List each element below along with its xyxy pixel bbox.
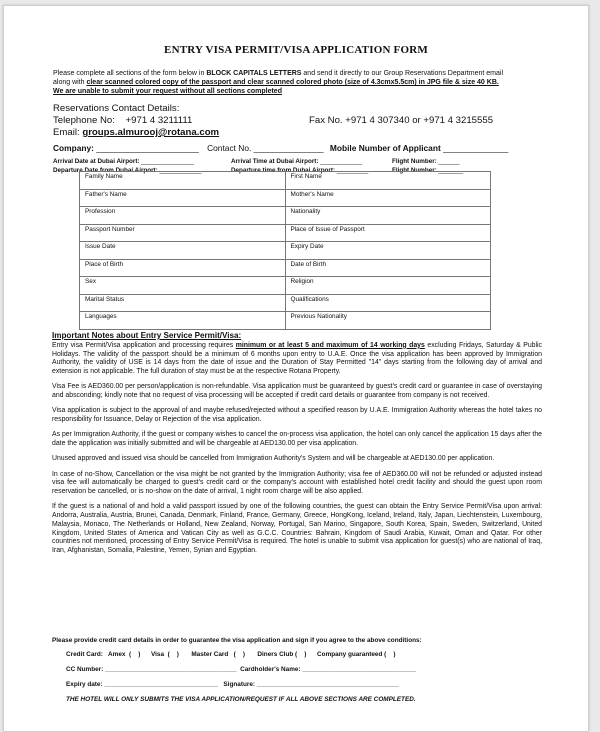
note-no-show: In case of no-Show, Cancellation or the visa might be not granted by the Immigration Authority; visa fee of AED360.00 will not be refunded or adjusted instead visa fee will automatically be charged to guest's credit card or the company's account with established hotel credit facility and should the guest upon room reservation be cancelled, or is no-show on the date of arrival, 1 night room charge will be also applied. [52,470,542,496]
arrival-flight: Flight Number: ______ [392,158,460,165]
note-unused-visa: Unused approved and issued visa should be cancelled from Immigration Authority's System and will be chargeable at AED130.00 per application. [52,455,495,463]
field-family-name[interactable]: Family Name [80,172,286,190]
contact-heading: Reservations Contact Details: [53,103,180,114]
arrival-date: Arrival Date at Dubai Airport: _______________ [53,158,194,165]
table-row [80,294,491,312]
email-link[interactable]: groups.almurooj@rotana.com [82,127,220,138]
field-sex[interactable]: Sex [80,277,286,295]
table-row [80,259,491,277]
note-approval: Visa application is subject to the approval of and maybe refused/rejected without a specified reason by U.A.E. Immigration Authority whereas the hotel takes no responsibility for Issuance, Delay or Rejection of the visa application. [52,407,542,424]
credit-card-number-row[interactable]: CC Number: _____________________________________ Cardholder's Name: ________________________________ [66,666,417,673]
table-row [80,242,491,260]
table-row [80,312,491,330]
field-passport-number[interactable]: Passport Number [80,224,286,242]
form-title: ENTRY VISA PERMIT/VISA APPLICATION FORM [164,44,428,56]
departure-flight-field[interactable]: _______ [438,167,464,174]
table-row [80,207,491,225]
departure-date: Departure Date from Dubai Airport: ____________ [53,167,202,174]
arrival-time-field[interactable]: ____________ [320,158,363,165]
field-date-of-birth[interactable]: Date of Birth [285,259,491,277]
field-first-name[interactable]: First Name [285,172,491,190]
table-row [80,224,491,242]
note-visa-fee: Visa Fee is AED360.00 per person/application is non-refundable. Visa application must be guaranteed by guest's credit card or guarantee in case of overstaying and absconding; kindly note that no request of visa processing will be accepted if credit card details or guarantee from company is not received. [52,383,542,400]
field-expiry-date[interactable]: Expiry Date [285,242,491,260]
intro-line-1: Please complete all sections of the form below in BLOCK CAPITALS LETTERS and send it directly to our Group Reservations Department email [53,70,504,77]
field-mothers-name[interactable]: Mother's Name [285,189,491,207]
intro-line-3: We are unable to submit your request without all sections completed [53,88,282,95]
field-place-of-birth[interactable]: Place of Birth [80,259,286,277]
note-countries: If the guest is a national of and hold a valid passport issued by one of the following countries, the guest can obtain the Entry Service Permit/Visa upon arrival: Andorra, Australia, Austria, Brunei, Canada, Denmark, Finland, France, Germany, Greece, HongKong, Iceland, Ireland, Italy, Japan, Liechtenstein, Luxembourg, Malaysia, Monaco, The Netherlands or Holland, New Zealand, Norway, Portugal, San Marino, Singapore, South Korea, Spain, Sweden, Switzerland, United Kingdom, United States of America and Vatican City as well as G.C.C. Countries: Bahrain, Kingdom of Saudi Arabia, Kuwait, Oman and Qatar. For other countries not mentioned, processing of Entry Service Permit/Visa is required. The hotel is unable to submit visa application for guest(s) who are national of Iraq, Iran, Afghanistan, Somalia, Palestine, Yemen, Syrian and Egyptian. [52,503,542,555]
arrival-date-field[interactable]: _______________ [141,158,194,165]
field-qualifications[interactable]: Qualifications [285,294,491,312]
applicant-details-table [79,171,491,330]
table-row [80,189,491,207]
arrival-flight-field[interactable]: ______ [438,158,460,165]
table-row [80,277,491,295]
departure-flight: Flight Number: _______ [392,167,464,174]
field-previous-nationality[interactable]: Previous Nationality [285,312,491,330]
field-nationality[interactable]: Nationality [285,207,491,225]
departure-time-field[interactable]: _________ [336,167,369,174]
table-row [80,172,491,190]
expiry-signature-row[interactable]: Expiry date: ________________________________ Signature: ________________________________________ [66,681,399,688]
company-row: Company: ______________________ Contact No. _______________ Mobile Number of Applicant ______________ [53,143,509,153]
departure-date-field[interactable]: ____________ [159,167,202,174]
credit-card-type[interactable]: Credit Card: Amex ( ) Visa ( ) Master Card ( ) Diners Club ( ) Company guaranteed ( ) [66,651,396,658]
footer-note: THE HOTEL WILL ONLY SUBMITS THE VISA APPLICATION/REQUEST IF ALL ABOVE SECTIONS ARE COMPLETED. [66,696,416,703]
mobile-field[interactable]: ______________ [443,143,509,153]
contact-no-field[interactable]: _______________ [253,143,324,153]
field-profession[interactable]: Profession [80,207,286,225]
field-place-of-issue[interactable]: Place of Issue of Passport [285,224,491,242]
note-processing-time: Entry visa Permit/Visa application and processing requires minimum or at least 5 and maximum of 14 working days excluding Fridays, Saturday & Public Holidays. The validity of the passport should be a minimum of 6 months upon entry to U.A.E. Once the visa application has been approved by Immigration Authority, the validity of USE is 14 days from the date of issue and the Duration of Stay Permitted "14" days starting from the following day of arrival and extension is not applicable. The full duration of stay must be at the respective Rotana Property. [52,341,543,376]
important-notes [52,332,542,562]
field-issue-date[interactable]: Issue Date [80,242,286,260]
note-cancellation: As per Immigration Authority, if the guest or company wishes to cancel the on-process visa application, the hotel can only cancel the application 15 days after the date the application was initially submitted and will be chargeable at AED130.00 per visa application. [52,431,542,448]
contact-telephone: Telephone No: +971 4 3211111 [53,115,193,126]
field-religion[interactable]: Religion [285,277,491,295]
contact-fax: Fax No. +971 4 307340 or +971 4 3215555 [309,115,494,126]
company-field[interactable]: ______________________ [96,143,199,153]
notes-heading: Important Notes about Entry Service Permit/Visa: [52,331,242,340]
field-fathers-name[interactable]: Father's Name [80,189,286,207]
field-languages[interactable]: Languages [80,312,286,330]
departure-time: Departure time from Dubai Airport: _________ [231,167,369,174]
credit-card-instructions: Please provide credit card details in order to guarantee the visa application and sign if you agree to the above conditions: [52,637,422,644]
field-marital-status[interactable]: Marital Status [80,294,286,312]
arrival-time: Arrival Time at Dubai Airport: ____________ [231,158,363,165]
intro-line-2: along with clear scanned colored copy of the passport and clear scanned colored photo (size of 4.3cmx5.5cm) in JPG file & size 40 KB. [53,79,499,86]
contact-email: Email: groups.almurooj@rotana.com [53,127,220,138]
document-page [3,5,589,732]
